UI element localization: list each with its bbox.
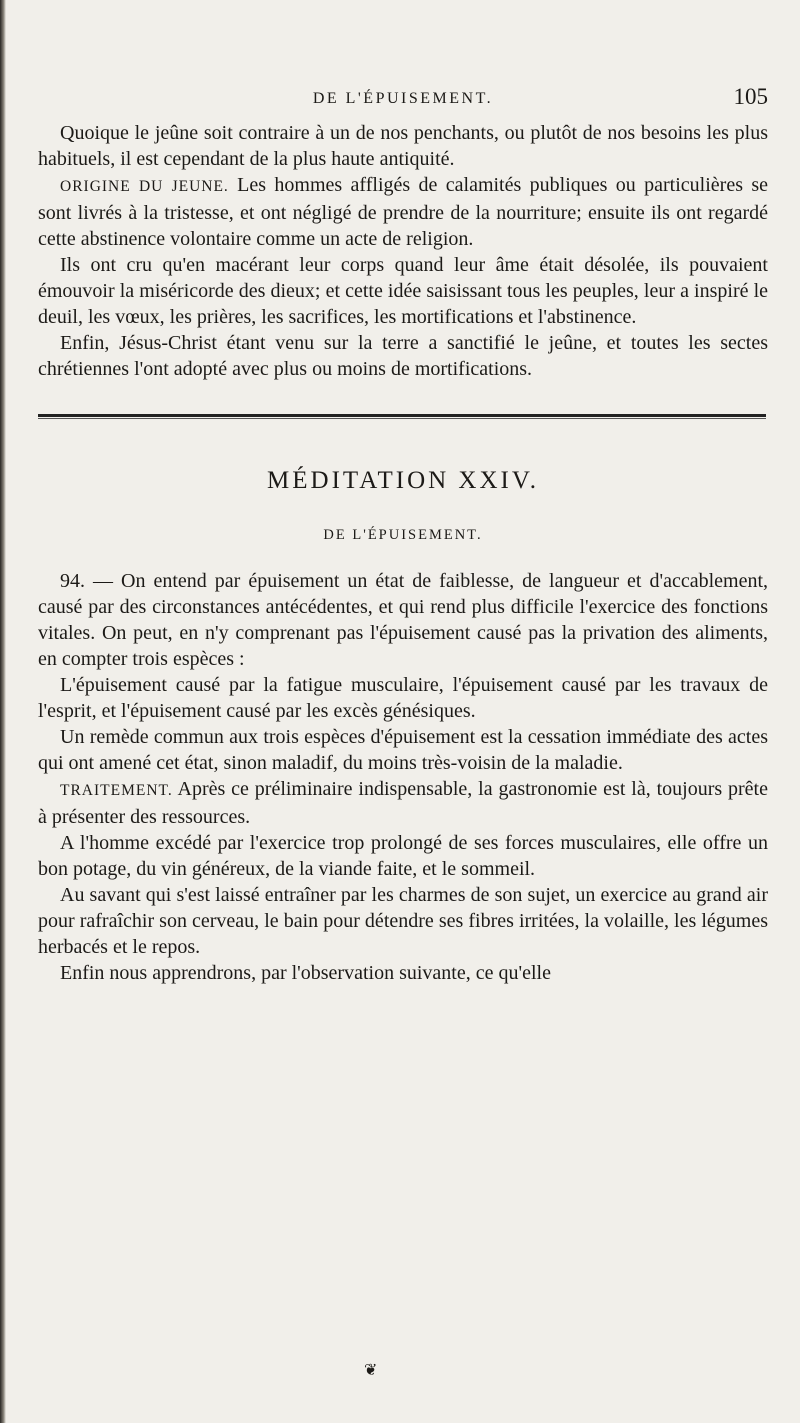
ornament-icon: ❦ (364, 1360, 378, 1379)
intro-paragraph-2 (38, 172, 768, 252)
running-head (38, 84, 768, 120)
body-paragraph-7: Enfin nous apprendrons, par l'observation suivante, ce qu'elle (60, 962, 551, 984)
running-title: DE L'ÉPUISEMENT. (312, 90, 494, 107)
book-binding-edge (0, 0, 6, 1423)
body-paragraph-4-text: Après ce préliminaire indispensable, la gastronomie est là, toujours prête à présenter des ressources. (38, 778, 768, 828)
intro-paragraph-4: Enfin, Jésus-Christ étant venu sur la terre a sanctifié le jeûne, et toutes les sectes chrétiennes l'ont adopté avec plus ou moins de mortifications. (38, 332, 768, 380)
body-paragraph-6: Au savant qui s'est laissé entraîner par les charmes de son sujet, un exercice au grand air pour rafraîchir son cerveau, le bain pour détendre ses fibres irritées, la volaille, les légumes herbacés et le repos. (38, 884, 768, 958)
body-paragraph-4 (38, 776, 768, 830)
body-paragraph-3: Un remède commun aux trois espèces d'épuisement est la cessation immédiate des actes qui ont amené cet état, sinon maladif, du moins très-voisin de la maladie. (38, 726, 768, 774)
intro-paragraph-2-text: Les hommes affligés de calamités publiques ou particulières se sont livrés à la tristesse, et ont négligé de prendre de la nourriture; ensuite ils ont regardé cette abstinence volontaire comme un acte de religion. (38, 174, 768, 250)
body-paragraph-2: L'épuisement causé par la fatigue musculaire, l'épuisement causé par les travaux de l'esprit, et l'épuisement causé par les excès génésiques. (38, 674, 768, 722)
origine-label: ORIGINE DU JEUNE. (60, 178, 229, 195)
intro-paragraph-1: Quoique le jeûne soit contraire à un de nos penchants, ou plutôt de nos besoins les plus habituels, il est cependant de la plus haute antiquité. (38, 122, 768, 170)
page-number: 105 (733, 84, 768, 109)
section-title: MÉDITATION XXIV. (267, 467, 539, 494)
section-subtitle: DE L'ÉPUISEMENT. (323, 527, 483, 543)
intro-paragraph-3: Ils ont cru qu'en macérant leur corps quand leur âme était désolée, ils pouvaient émouvoir la miséricorde des dieux; et cette idée saisissant tous les peuples, leur a inspiré le deuil, les vœux, les prières, les sacrifices, les mortifications et l'abstinence. (38, 254, 768, 328)
section-divider (38, 414, 766, 417)
traitement-label: TRAITEMENT. (60, 782, 173, 799)
section-divider-thin (38, 418, 766, 419)
body-paragraph-1: 94. — On entend par épuisement un état de faiblesse, de langueur et d'accablement, causé par des circonstances antécédentes, et qui rend plus difficile l'exercice des fonctions vitales. On peut, en n'y comprenant pas l'épuisement causé pas la privation des aliments, en compter trois espèces : (38, 570, 768, 670)
body-paragraph-5: A l'homme excédé par l'exercice trop prolongé de ses forces musculaires, elle offre un bon potage, du vin généreux, de la viande faite, et le sommeil. (38, 832, 768, 880)
book-page (38, 84, 768, 986)
